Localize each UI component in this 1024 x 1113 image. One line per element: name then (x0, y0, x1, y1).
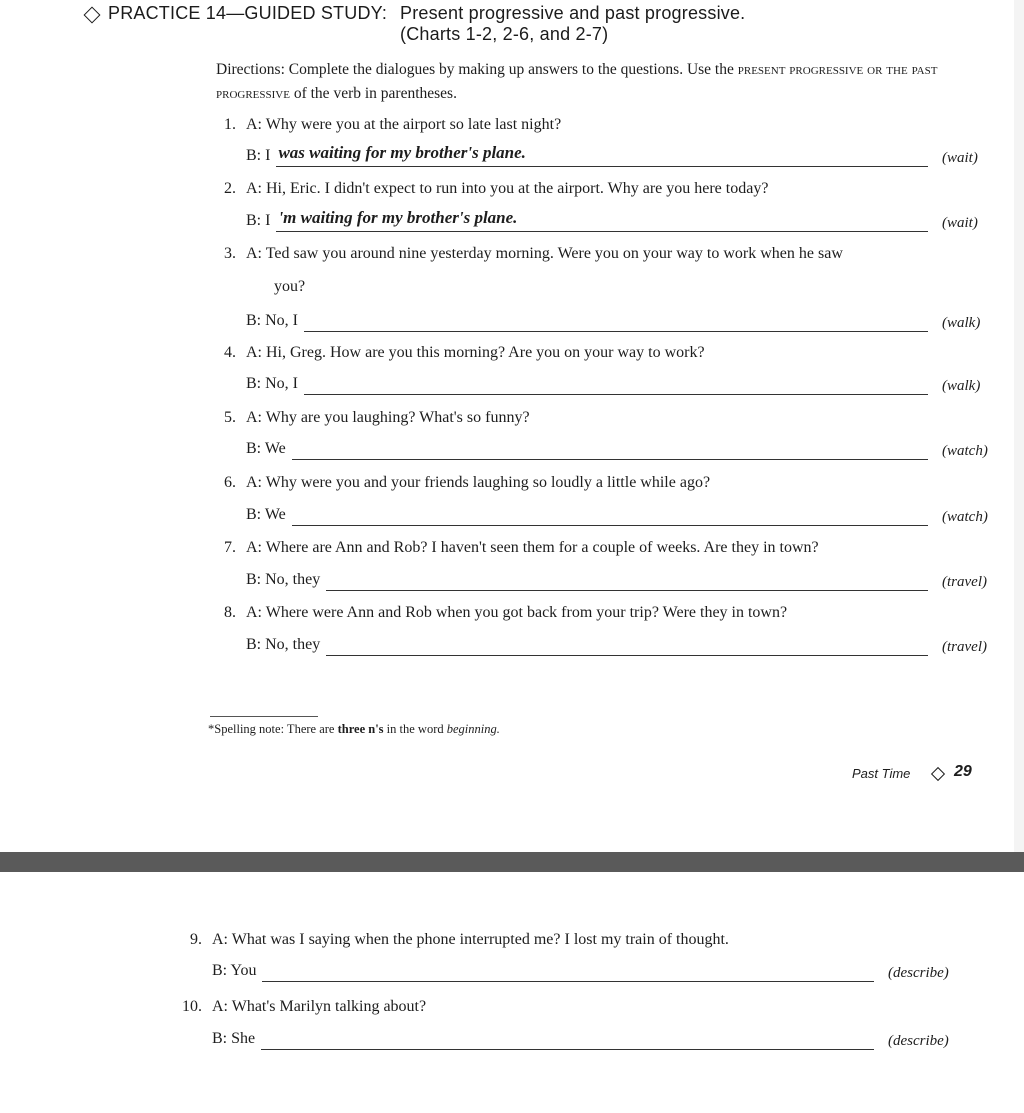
item-number: 5. (224, 409, 236, 426)
answer-prefix: B: No, I (246, 312, 298, 329)
question-line: A: What's Marilyn talking about? (212, 998, 427, 1015)
answer-blank[interactable] (292, 525, 928, 526)
question-line: A: Hi, Eric. I didn't expect to run into you at the airport. Why are you here today? (246, 180, 769, 197)
answer-blank[interactable] (262, 981, 874, 982)
practice-charts: (Charts 1-2, 2-6, and 2-7) (400, 24, 609, 44)
question-line: A: Why are you laughing? What's so funny? (246, 409, 530, 426)
footnote-rule (210, 716, 318, 717)
footnote (208, 722, 500, 737)
verb-hint: (watch) (942, 443, 988, 459)
directions-past-progressive: past progressive (216, 61, 938, 102)
page-section-label: Past Time (852, 766, 911, 781)
answer-prefix: B: No, they (246, 571, 321, 588)
diamond-separator-icon (931, 767, 945, 781)
answer-prefix: B: We (246, 506, 286, 523)
verb-hint: (describe) (888, 1033, 949, 1049)
footnote-mid: in the word (386, 722, 444, 736)
question-line: A: Where are Ann and Rob? I haven't seen them for a couple of weeks. Are they in town? (246, 539, 819, 556)
item-number: 2. (224, 180, 236, 197)
footnote-word: beginning. (446, 722, 500, 736)
answer-blank[interactable] (276, 166, 928, 167)
filled-answer: 'm waiting for my brother's plane. (278, 208, 518, 227)
verb-hint: (watch) (942, 509, 988, 525)
footnote-prefix: *Spelling note: There are (208, 722, 335, 736)
answer-prefix: B: She (212, 1030, 256, 1047)
question-line: you? (274, 278, 306, 295)
verb-hint: (wait) (942, 150, 978, 166)
item-number: 6. (224, 474, 236, 491)
answer-blank[interactable] (304, 331, 928, 332)
answer-prefix: B: I (246, 212, 271, 229)
question-line: A: Where were Ann and Rob when you got back from your trip? Were they in town? (246, 604, 788, 621)
answer-prefix: B: No, I (246, 375, 298, 392)
question-line: A: Ted saw you around nine yesterday morning. Were you on your way to work when he saw (246, 245, 843, 262)
item-number: 1. (224, 116, 236, 133)
directions-label: Directions: (216, 61, 285, 78)
directions-or: or the (867, 61, 908, 78)
item-number: 8. (224, 604, 236, 621)
directions-text-1: Complete the dialogues by making up answers to the questions. Use the (288, 61, 734, 78)
answer-blank[interactable] (292, 459, 928, 460)
answer-prefix: B: I (246, 147, 271, 164)
answer-blank[interactable] (276, 231, 928, 232)
page-number: 29 (954, 763, 972, 780)
item-number: 3. (224, 245, 236, 262)
item-number: 4. (224, 344, 236, 361)
answer-blank[interactable] (326, 590, 928, 591)
answer-blank[interactable] (326, 655, 928, 656)
verb-hint: (describe) (888, 965, 949, 981)
answer-prefix: B: You (212, 962, 257, 979)
directions (216, 58, 976, 106)
item-number: 9. (190, 931, 202, 948)
filled-answer: was waiting for my brother's plane. (278, 143, 526, 162)
answer-prefix: B: We (246, 440, 286, 457)
page-edge-shadow (1014, 0, 1024, 856)
practice-title: Present progressive and past progressive. (400, 3, 746, 23)
verb-hint: (wait) (942, 215, 978, 231)
item-number: 7. (224, 539, 236, 556)
question-line: A: What was I saying when the phone interrupted me? I lost my train of thought. (212, 931, 729, 948)
verb-hint: (travel) (942, 639, 987, 655)
answer-blank[interactable] (261, 1049, 874, 1050)
item-number: 10. (182, 998, 202, 1015)
verb-hint: (travel) (942, 574, 987, 590)
verb-hint: (walk) (942, 315, 981, 331)
verb-hint: (walk) (942, 378, 981, 394)
question-line: A: Why were you at the airport so late last night? (246, 116, 562, 133)
page-divider (0, 852, 1024, 872)
answer-prefix: B: No, they (246, 636, 321, 653)
directions-text-2: of the verb in parentheses. (293, 85, 457, 102)
question-line: A: Why were you and your friends laughing so loudly a little while ago? (246, 474, 711, 491)
directions-present-progressive: present progressive (737, 61, 864, 78)
practice-label: PRACTICE 14—GUIDED STUDY: (108, 3, 388, 23)
footnote-bold: three n's (337, 722, 384, 736)
question-line: A: Hi, Greg. How are you this morning? Are you on your way to work? (246, 344, 705, 361)
diamond-bullet-icon (84, 7, 101, 24)
answer-blank[interactable] (304, 394, 928, 395)
